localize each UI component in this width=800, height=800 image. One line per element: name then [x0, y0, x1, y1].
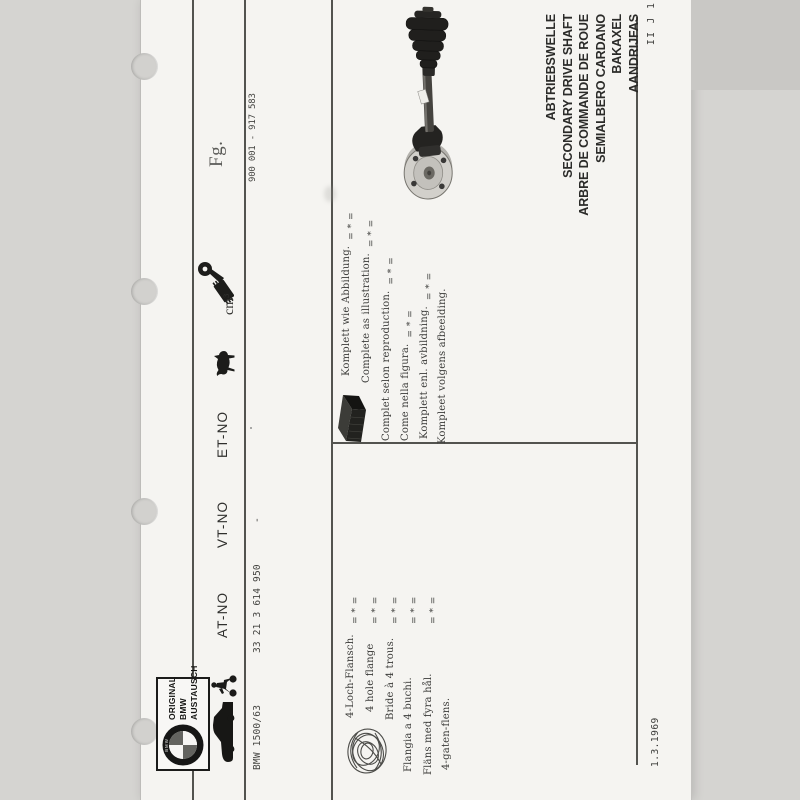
flange-note-line: 4-gaten-flens. [441, 697, 452, 770]
content-divider-rule [331, 443, 637, 445]
scanner-shadow [691, 0, 800, 90]
svg-text:BMW: BMW [163, 738, 169, 752]
horsepower-horse-icon [211, 349, 242, 377]
variant-note-text: Kompleet volgens afbeelding. [437, 288, 448, 444]
flange-note-line: 4 hole flange [365, 643, 376, 712]
bmw-roundel-icon [162, 724, 209, 766]
punch-hole [131, 53, 158, 80]
part-title-line: SECONDARY DRIVE SHAFT [560, 14, 575, 178]
variant-note-line [361, 219, 377, 383]
variant-note-text: Complet selon reproduction. [381, 290, 392, 441]
applicability-mark: = * = [410, 596, 420, 624]
cm3-label: cm³ [222, 293, 237, 315]
issue-date: 1.3.1969 [650, 717, 661, 767]
flange-scribble-illustration [343, 726, 396, 776]
applicability-mark: = * = [425, 272, 435, 301]
applicability-mark: = * = [387, 256, 397, 285]
part-title-line: ABTRIEBSWELLE [544, 14, 558, 121]
scan-smudge [324, 186, 336, 202]
at-no-column-label: AT-NO [215, 591, 230, 638]
flange-note-line: Bride à 4 trous. [385, 637, 396, 720]
variant-note-line [341, 212, 357, 376]
variant-note-line [419, 272, 435, 439]
vt-no-cell: - [252, 517, 263, 523]
punch-hole [131, 498, 158, 525]
flange-note-line: 4-Loch-Flansch. [345, 634, 356, 718]
part-title-line: ARBRE DE COMMANDE DE ROUE [577, 14, 591, 216]
drive-shaft-photo [385, 5, 475, 203]
et-no-column-label: ET-NO [215, 410, 230, 458]
punch-hole [131, 278, 158, 305]
applicability-mark: = * = [351, 596, 361, 624]
punch-hole [131, 718, 158, 745]
car-icon [212, 702, 240, 764]
page-code: II J 1 [646, 1, 657, 45]
at-no-cell: 33 21 3 614 950 [252, 564, 263, 653]
vt-no-column-label: VT-NO [215, 500, 230, 548]
variant-note-text: Complete as illustration. [361, 253, 372, 383]
applicability-mark: = * = [347, 212, 357, 240]
fg-column-label: Fg. [206, 140, 227, 167]
part-title-line: AANDRIJFAS [626, 14, 641, 93]
brand-line: ORIGINAL [167, 676, 177, 720]
variant-note-text: Komplett wie Abbildung. [341, 245, 352, 376]
part-title-line: SEMIALBERO CARDANO [593, 14, 608, 163]
applicability-mark: = * = [406, 309, 416, 338]
applicability-mark: = * = [367, 219, 377, 248]
variant-note-line [381, 256, 397, 441]
print-speck [250, 427, 252, 429]
fg-range-cell: 900 001 - 917 583 [248, 93, 258, 182]
bmw-logo-box [156, 665, 210, 771]
flange-note-line: Fläns med fyra hål. [423, 673, 434, 775]
header-mid-rule [244, 0, 246, 800]
part-title-block [543, 14, 642, 314]
variant-note-text: Komplett enl. avbildning. [419, 306, 430, 439]
variant-note-line [400, 309, 416, 441]
main-rule [331, 0, 333, 800]
flange-note-line: Flangia a 4 buchi. [403, 677, 414, 772]
variant-note-line [437, 288, 448, 444]
part-title-line: BAKAXEL [610, 14, 624, 74]
brand-line: BMW [178, 698, 188, 720]
hatched-box-icon [335, 393, 372, 443]
applicability-mark: = * = [429, 596, 439, 624]
applicability-mark: = * = [371, 596, 381, 624]
motorcycle-icon [209, 674, 242, 698]
model-cell: BMW 1500/63 [252, 704, 263, 770]
variant-note-text: Come nella figura. [400, 343, 411, 441]
brand-line: AUSTAUSCH [189, 665, 199, 720]
applicability-mark: = * = [391, 596, 401, 624]
